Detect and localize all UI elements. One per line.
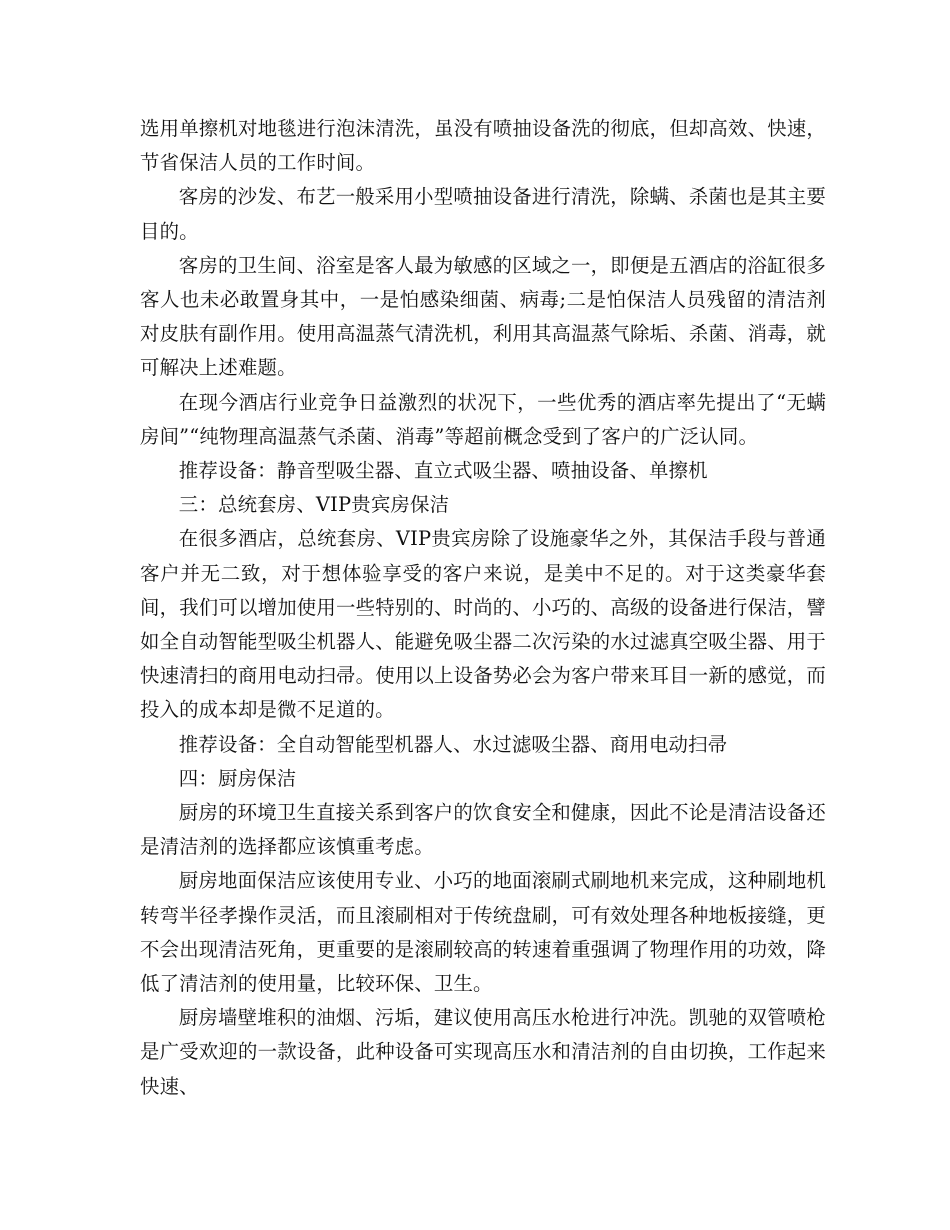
paragraph-7: 在很多酒店，总统套房、VIP贵宾房除了设施豪华之外，其保洁手段与普通客户并无二致，对于想体验享受的客户来说，是美中不足的。对于这类豪华套间，我们可以增加使用一些特别的、时尚的、小巧的、高级的设备进行保洁，譬如全自动智能型吸尘机器人、能避免吸尘器二次污染的水过滤真空吸尘器、用于快速清扫的商用电动扫帚。使用以上设备势必会为客户带来耳目一新的感觉，而投入的成本却是微不足道的。	[140, 527, 826, 722]
paragraph-3: 客房的卫生间、浴室是客人最为敏感的区域之一，即便是五酒店的浴缸很多客人也未必敢置身其中，一是怕感染细菌、病毒;二是怕保洁人员残留的清洁剂对皮肤有副作用。使用高温蒸气清洗机，利用其高温蒸气除垢、杀菌、消毒，就可解决上述难题。	[140, 253, 826, 380]
document-page	[140, 112, 826, 1104]
recommended-equipment-rooms: 推荐设备：静音型吸尘器、直立式吸尘器、喷抽设备、单擦机	[178, 459, 708, 483]
paragraph-11: 厨房地面保洁应该使用专业、小巧的地面滚刷式刷地机来完成，这种刷地机转弯半径孝操作灵活，而且滚刷相对于传统盘刷，可有效处理各种地板接缝，更不会出现清洁死角，更重要的是滚刷较高的转速着重强调了物理作用的功效，降低了清洁剂的使用量，比较环保、卫生。	[140, 869, 826, 996]
recommended-equipment-suites: 推荐设备：全自动智能型机器人、水过滤吸尘器、商用电动扫帚	[178, 732, 728, 756]
paragraph-12: 厨房墙壁堆积的油烟、污垢，建议使用高压水枪进行冲洗。凯驰的双管喷枪是广受欢迎的一款设备，此种设备可实现高压水和清洁剂的自由切换，工作起来快速、	[140, 1006, 826, 1098]
paragraph-10: 厨房的环境卫生直接关系到客户的饮食安全和健康，因此不论是清洁设备还是清洁剂的选择都应该慎重考虑。	[140, 801, 826, 859]
paragraph-4: 在现今酒店行业竞争日益激烈的状况下，一些优秀的酒店率先提出了“无螨房间”“纯物理高温蒸气杀菌、消毒”等超前概念受到了客户的广泛认同。	[140, 390, 826, 448]
paragraph-2: 客房的沙发、布艺一般采用小型喷抽设备进行清洗，除螨、杀菌也是其主要目的。	[140, 185, 826, 243]
section-heading-4: 四：厨房保洁	[178, 766, 297, 790]
paragraph-1: 选用单擦机对地毯进行泡沫清洗，虽没有喷抽设备洗的彻底，但却高效、快速，节省保洁人员的工作时间。	[140, 117, 826, 175]
section-heading-3: 三：总统套房、VIP贵宾房保洁	[178, 493, 450, 517]
